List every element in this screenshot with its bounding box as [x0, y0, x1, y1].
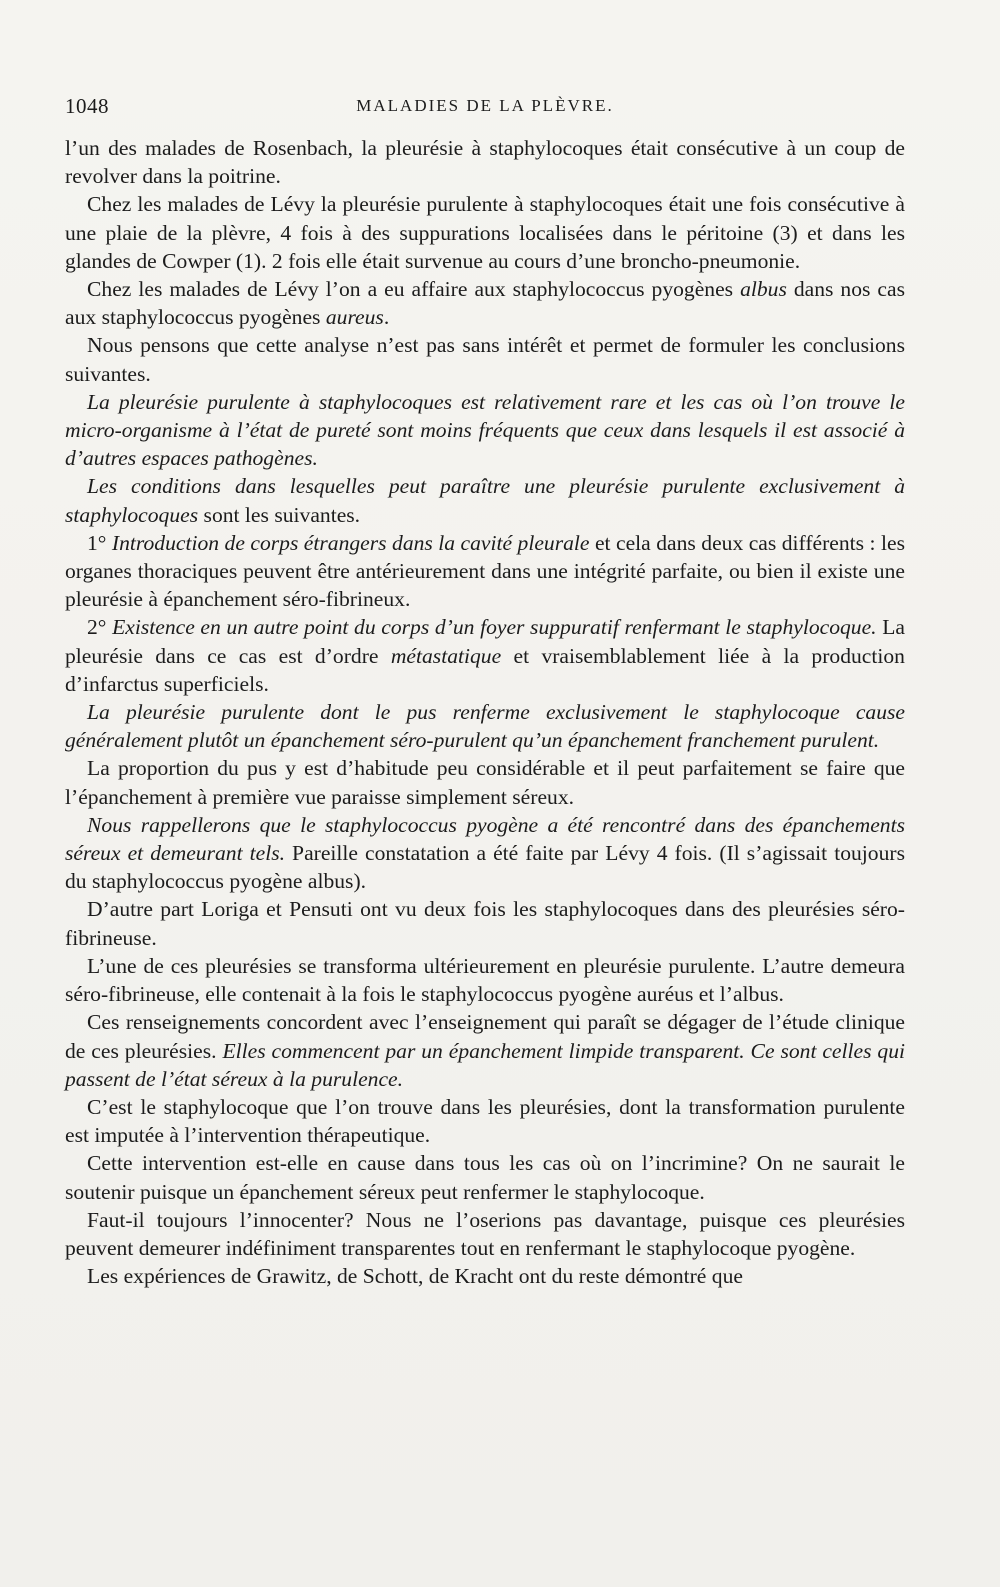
paragraph: L’une de ces pleurésies se transforma ultérieurement en pleurésie purulente. L’autre demeura séro-fibrineuse, elle contenait à la fois le staphylococcus pyogène auréus et l’albus. [65, 953, 905, 1007]
paragraph: 1° Introduction de corps étrangers dans la cavité pleurale et cela dans deux cas différents : les organes thoraciques peuvent être antérieurement dans une intégrité parfaite, ou bien il existe une pleurésie à épanchement séro-fibrineux. [65, 530, 905, 612]
paragraph: Chez les malades de Lévy l’on a eu affaire aux staphylococcus pyogènes albus dans nos cas aux staphylococcus pyogènes aureus. [65, 277, 905, 330]
page-header [65, 94, 905, 126]
paragraph: La pleurésie purulente à staphylocoques est relativement rare et les cas où l’on trouve le micro-organisme à l’état de pureté sont moins fréquents que ceux dans lesquels il est associé à d’autres espaces pathogènes. [65, 389, 905, 471]
paragraph: Les conditions dans lesquelles peut paraître une pleurésie purulente exclusivement à staphylocoques sont les suivantes. [65, 474, 905, 527]
paragraph: Cette intervention est-elle en cause dans tous les cas où on l’incrimine? On ne saurait le soutenir puisque un épanchement séreux peut renfermer le staphylocoque. [65, 1151, 905, 1204]
paragraph: C’est le staphylocoque que l’on trouve dans les pleurésies, dont la transformation purulente est imputée à l’intervention thérapeutique. [65, 1094, 905, 1148]
paragraph: Nous pensons que cette analyse n’est pas sans intérêt et permet de formuler les conclusions suivantes. [65, 333, 905, 386]
paragraph: Nous rappellerons que le staphylococcus pyogène a été rencontré dans des épanchements séreux et demeurant tels. Pareille constatation a été faite par Lévy 4 fois. (Il s’agissait toujours du staphylococcus pyogène albus). [65, 812, 905, 894]
paragraph: La pleurésie purulente dont le pus renferme exclusivement le staphylocoque cause généralement plutôt un épanchement séro-purulent qu’un épanchement franchement purulent. [65, 700, 905, 753]
paragraph: Les expériences de Grawitz, de Schott, de Kracht ont du reste démontré que [87, 1264, 743, 1289]
paragraph: Chez les malades de Lévy la pleurésie purulente à staphylocoques était une fois consécutive à une plaie de la plèvre, 4 fois à des suppurations localisées dans le péritoine (3) et dans les glandes de Cowper (1). 2 fois elle était survenue au cours d’une broncho-pneumonie. [65, 192, 905, 273]
page-number: 1048 [65, 94, 109, 118]
paragraph: La proportion du pus y est d’habitude peu considérable et il peut parfaitement se faire que l’épanchement à première vue paraisse simplement séreux. [65, 756, 905, 809]
body-text [65, 134, 905, 1290]
running-title: MALADIES DE LA PLÈVRE. [356, 96, 614, 115]
paragraph: Faut-il toujours l’innocenter? Nous ne l’oserions pas davantage, puisque ces pleurésies peuvent demeurer indéfiniment transparentes tout en renfermant le staphylocoque pyogène. [65, 1207, 905, 1260]
paragraph: l’un des malades de Rosenbach, la pleurésie à staphylocoques était consécutive à un coup de revolver dans la poitrine. [65, 136, 905, 189]
paragraph: Ces renseignements concordent avec l’enseignement qui paraît se dégager de l’étude clinique de ces pleurésies. Elles commencent par un épanchement limpide transparent. Ce sont celles qui passent de l’état séreux à la purulence. [65, 1010, 906, 1091]
paragraph: 2° Existence en un autre point du corps d’un foyer suppuratif renfermant le staphylocoque. La pleurésie dans ce cas est d’ordre métastatique et vraisemblablement liée à la production d’infarctus superficiels. [65, 615, 905, 696]
paragraph: D’autre part Loriga et Pensuti ont vu deux fois les staphylocoques dans des pleurésies séro-fibrineuse. [65, 897, 905, 950]
